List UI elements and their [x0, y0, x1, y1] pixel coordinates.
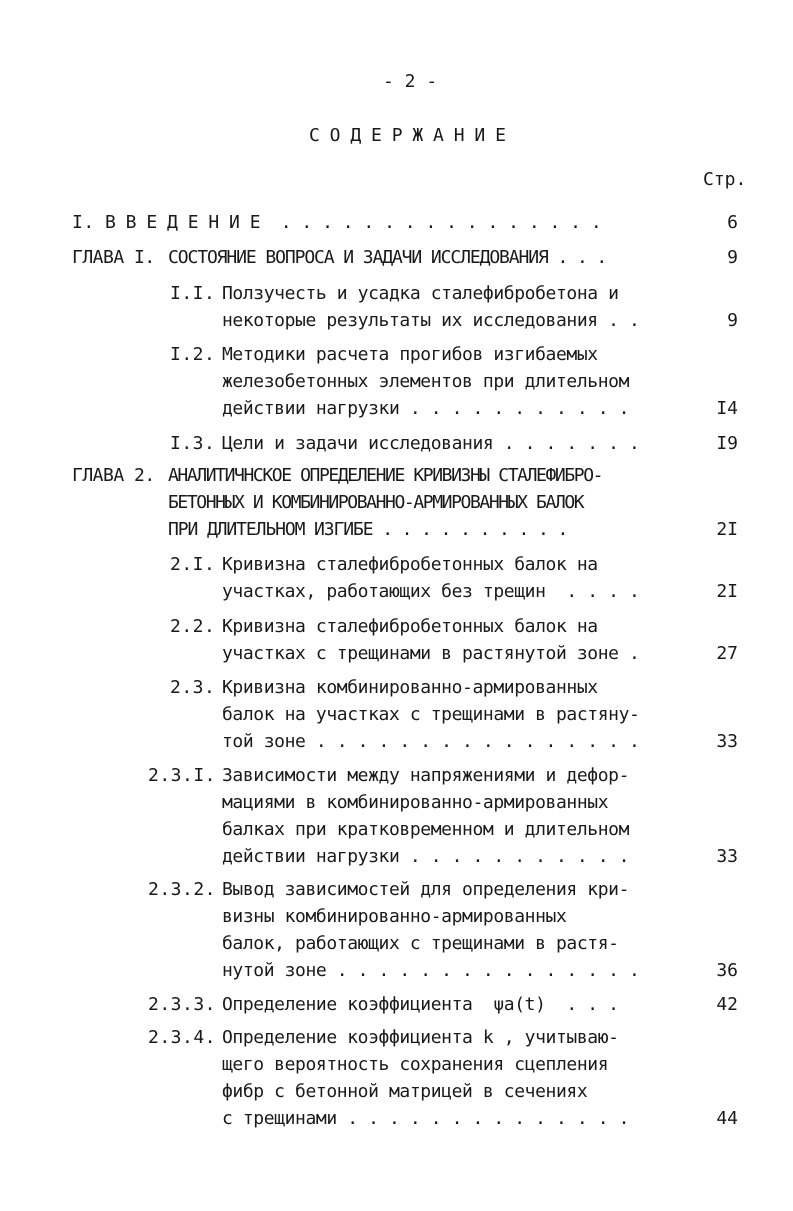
toc-entry-title-line: балок на участках с трещинами в растяну- — [222, 704, 640, 725]
page-title: С О Д Е Р Ж А Н И Е — [309, 125, 506, 146]
toc-entry-number: 2.I. — [170, 554, 216, 575]
toc-entry-title-line: некоторые результаты их исследования . . — [222, 310, 640, 331]
toc-entry-title-line: щего вероятность сохранения сцепления — [222, 1054, 609, 1075]
toc-entry-page: 9 — [727, 310, 738, 331]
toc-entry-page: 9 — [727, 247, 738, 268]
toc-entry-title-line: Вывод зависимостей для определения кри- — [222, 879, 630, 900]
toc-entry-title-line: Кривизна сталефибробетонных балок на — [222, 616, 598, 637]
toc-entry-title-line: Определение коэффициента k , учитываю- — [222, 1027, 619, 1048]
toc-entry-number: 2.3.4. — [148, 1027, 217, 1048]
toc-entry-title-line: мациями в комбинированно-армированных — [222, 792, 609, 813]
toc-entry-title-line: ПРИ ДЛИТЕЛЬНОМ ИЗГИБЕ . . . . . . . . . . — [168, 519, 568, 540]
toc-entry-number: 2.2. — [170, 616, 216, 637]
toc-entry-title-line: той зоне . . . . . . . . . . . . . . . . — [222, 731, 640, 752]
toc-entry-title-line: Цели и задачи исследования . . . . . . . — [222, 433, 640, 454]
toc-entry-number: 2.3. — [170, 677, 216, 698]
toc-entry-page: 36 — [716, 960, 738, 981]
toc-entry-title-line: СОСТОЯНИЕ ВОПРОСА И ЗАДАЧИ ИССЛЕДОВАНИЯ . . . — [168, 247, 607, 268]
toc-entry-title-line: БЕТОННЫХ И КОМБИНИРОВАННО-АРМИРОВАННЫХ БАЛОК — [168, 492, 584, 513]
toc-entry-page: I9 — [716, 433, 738, 454]
toc-entry-page: 33 — [716, 846, 738, 867]
toc-entry-number: ГЛАВА 2. — [72, 465, 155, 486]
toc-entry-page: I4 — [716, 398, 738, 419]
toc-entry-title-line: АНАЛИТИЧНСКОЕ ОПРЕДЕЛЕНИЕ КРИВИЗНЫ СТАЛЕФИБРО- — [168, 465, 603, 486]
toc-entry-title-line: Определение коэффициента ψa(t) . . . — [222, 994, 619, 1015]
toc-entry-title-line: фибр с бетонной матрицей в сечениях — [222, 1081, 588, 1102]
toc-entry-number: I.I. — [170, 283, 216, 304]
toc-entry-page: 42 — [716, 994, 738, 1015]
toc-entry-title-line: Кривизна комбинированно-армированных — [222, 677, 598, 698]
toc-entry-number: I.3. — [170, 433, 216, 454]
toc-entry-title-line: участках, работающих без трещин . . . . — [222, 581, 640, 602]
toc-entry-title-line: нутой зоне . . . . . . . . . . . . . . . — [222, 960, 640, 981]
toc-entry-page: 2I — [716, 519, 738, 540]
toc-entry-page: 44 — [716, 1108, 738, 1129]
toc-entry-page: 2I — [716, 581, 738, 602]
toc-entry-title-line: действии нагрузки . . . . . . . . . . . — [222, 398, 630, 419]
toc-entry-page: 27 — [716, 643, 738, 664]
toc-entry-title-line: В В Е Д Е Н И Е . . . . . . . . . . . . . . . . — [105, 212, 602, 233]
toc-entry-title-line: железобетонных элементов при длительном — [222, 371, 630, 392]
toc-entry-number: ГЛАВА I. — [72, 247, 155, 268]
page-column-label: Стр. — [703, 169, 747, 190]
toc-entry-number: I. — [72, 212, 95, 233]
toc-entry-title-line: Методики расчета прогибов изгибаемых — [222, 344, 598, 365]
toc-entry-title-line: участках с трещинами в растянутой зоне . — [222, 643, 640, 664]
toc-entry-title-line: с трещинами . . . . . . . . . . . . . . — [222, 1108, 630, 1129]
toc-entry-title-line: визны комбинированно-армированных — [222, 906, 567, 927]
toc-entry-title-line: балках при кратковременном и длительном — [222, 819, 630, 840]
toc-entry-number: 2.3.2. — [148, 879, 217, 900]
toc-entry-page: 33 — [716, 731, 738, 752]
toc-entry-number: I.2. — [170, 344, 216, 365]
page-number: - 2 - — [383, 71, 438, 92]
toc-entry-title-line: балок, работающих с трещинами в растя- — [222, 933, 619, 954]
toc-entry-number: 2.3.3. — [148, 994, 217, 1015]
toc-entry-title-line: действии нагрузки . . . . . . . . . . . — [222, 846, 630, 867]
toc-entry-number: 2.3.I. — [148, 765, 217, 786]
toc-entry-title-line: Зависимости между напряжениями и дефор- — [222, 765, 630, 786]
toc-entry-page: 6 — [727, 212, 738, 233]
toc-entry-title-line: Ползучесть и усадка сталефибробетона и — [222, 283, 619, 304]
toc-entry-title-line: Кривизна сталефибробетонных балок на — [222, 554, 598, 575]
